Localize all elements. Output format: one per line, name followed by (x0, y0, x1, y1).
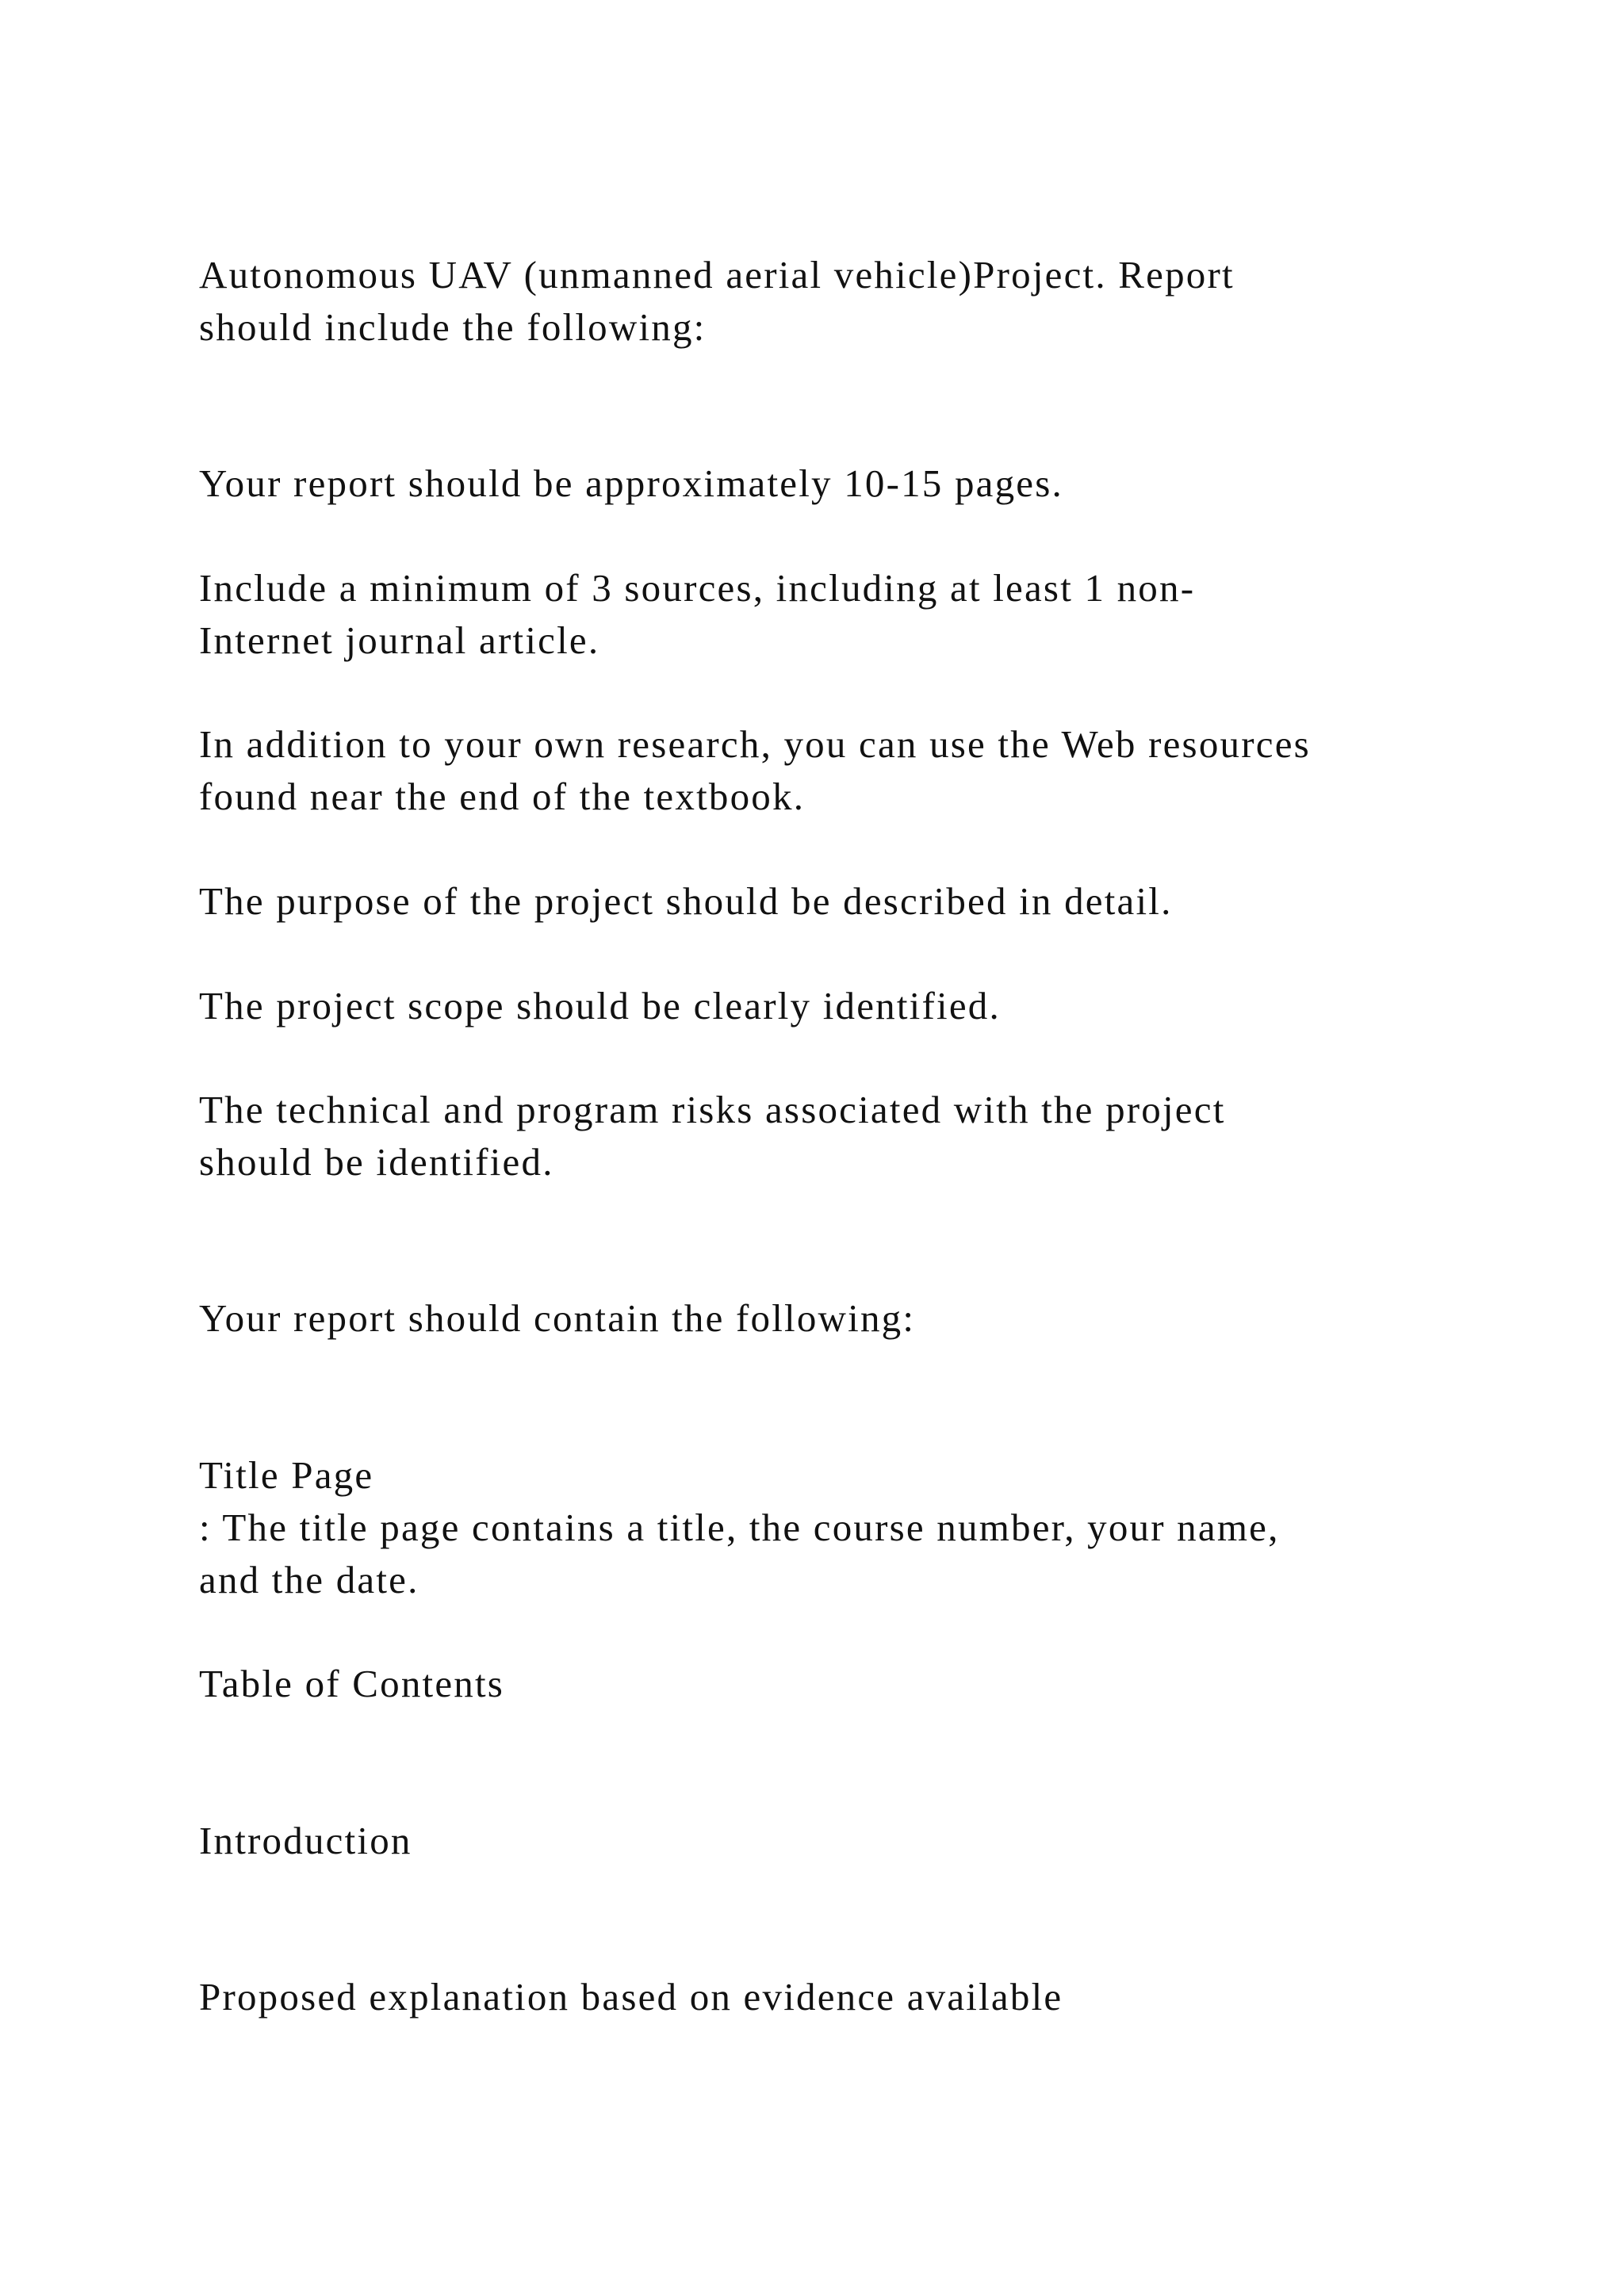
text-line-17: Introduction (199, 1819, 412, 1862)
text-line-1: Autonomous UAV (unmanned aerial vehicle)Project. Report (199, 253, 1235, 297)
text-line-8: The purpose of the project should be described in detail. (199, 879, 1173, 923)
text-line-14: : The title page contains a title, the course number, your name, (199, 1506, 1280, 1549)
text-line-12: Your report should contain the following: (199, 1296, 916, 1340)
text-line-11: should be identified. (199, 1140, 554, 1184)
text-line-13: Title Page (199, 1453, 374, 1497)
text-line-7: found near the end of the textbook. (199, 775, 806, 818)
text-line-16: Table of Contents (199, 1662, 505, 1705)
text-line-2: should include the following: (199, 305, 707, 349)
text-line-10: The technical and program risks associated with the project (199, 1088, 1226, 1131)
text-line-4: Include a minimum of 3 sources, including at least 1 non- (199, 566, 1196, 610)
text-line-6: In addition to your own research, you can use the Web resources (199, 722, 1311, 766)
text-line-15: and the date. (199, 1558, 419, 1601)
text-line-18: Proposed explanation based on evidence available (199, 1975, 1063, 2019)
text-line-3: Your report should be approximately 10-15 pages. (199, 461, 1063, 505)
text-line-9: The project scope should be clearly identified. (199, 984, 1001, 1027)
text-line-5: Internet journal article. (199, 618, 600, 662)
